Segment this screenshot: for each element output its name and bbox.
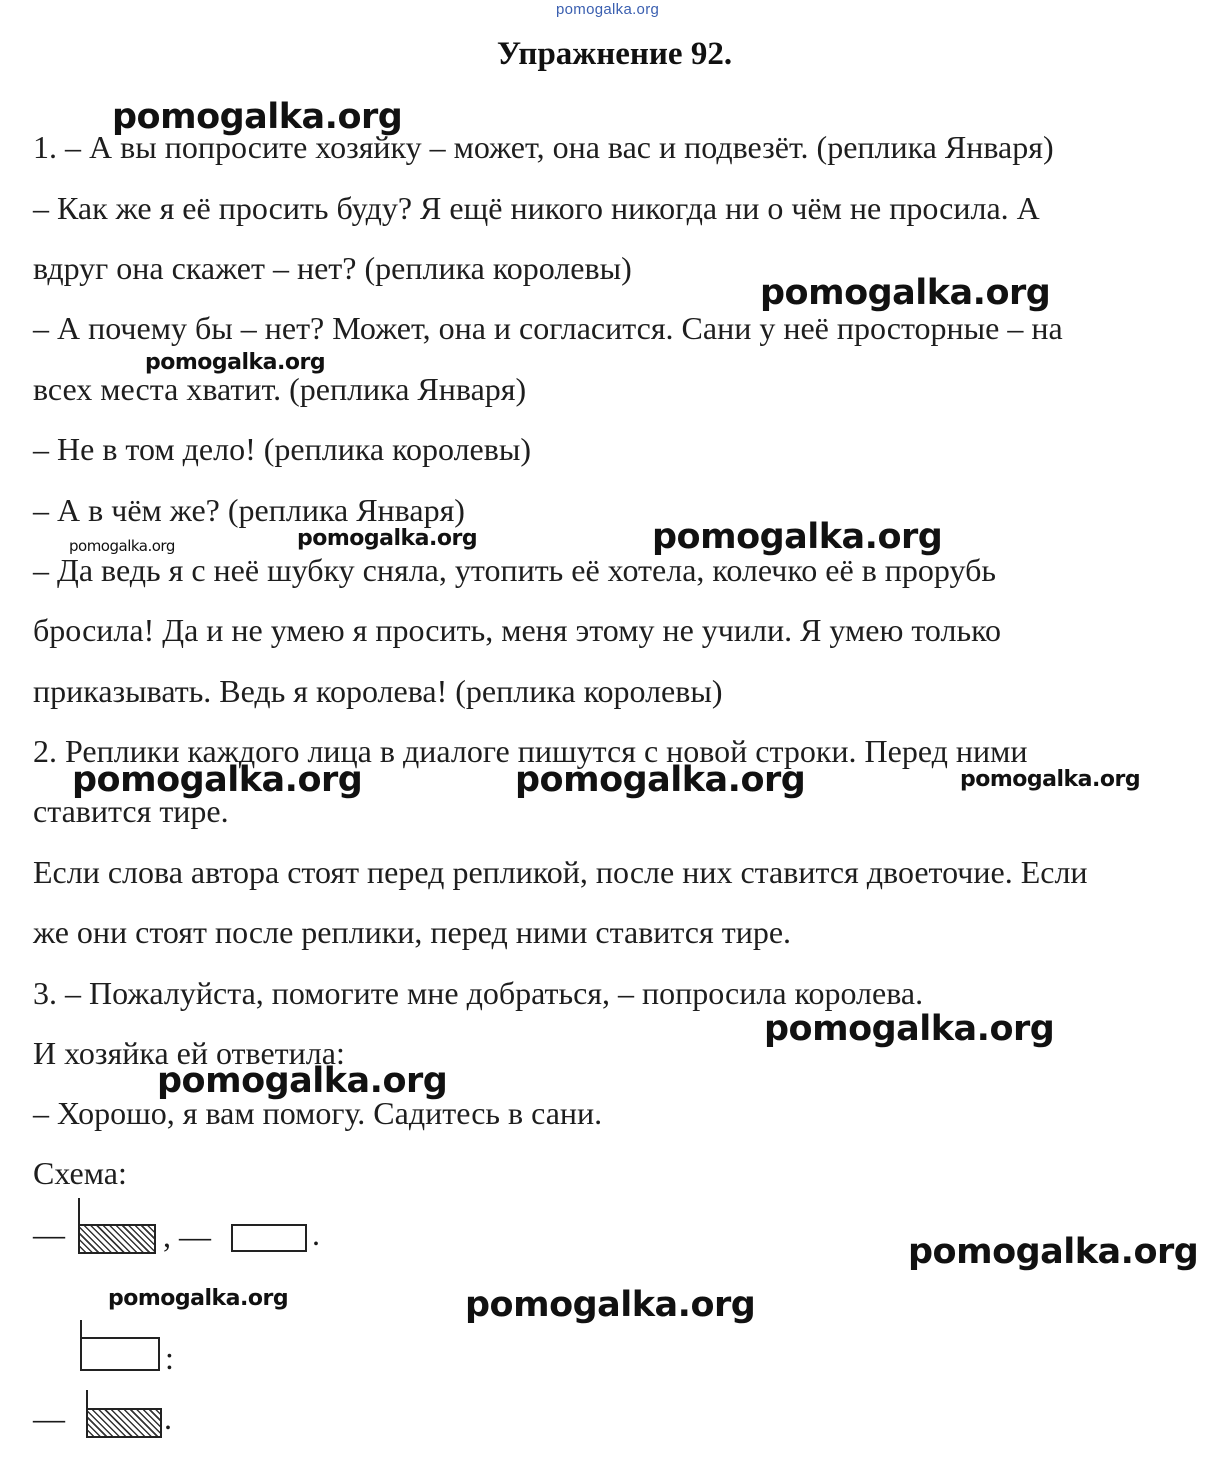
watermark: pomogalka.org xyxy=(960,767,1141,792)
scheme-row-1 xyxy=(33,1198,353,1268)
scheme-box-empty xyxy=(80,1337,160,1371)
scheme-dash: — xyxy=(33,1216,65,1252)
scheme-tick xyxy=(78,1198,80,1226)
text-line-3: вдруг она скажет – нет? (реплика королевы) xyxy=(33,250,632,286)
watermark: pomogalka.org xyxy=(515,760,806,800)
text-line-18: Схема: xyxy=(33,1155,127,1191)
scheme-colon: : xyxy=(165,1340,174,1376)
text-line-6: – Не в том дело! (реплика королевы) xyxy=(33,431,532,467)
text-line-15: 3. – Пожалуйста, помогите мне добраться, – попросила королева. xyxy=(33,975,924,1011)
text-line-2: – Как же я её просить буду? Я ещё никого никогда ни о чём не просила. А xyxy=(33,190,1040,226)
scheme-row-3 xyxy=(33,1388,193,1458)
scheme-period: . xyxy=(312,1216,320,1252)
watermark: pomogalka.org xyxy=(465,1285,756,1325)
text-line-10: приказывать. Ведь я королева! (реплика королевы) xyxy=(33,673,723,709)
scheme-box-hatched xyxy=(86,1408,162,1438)
text-line-12: ставится тире. xyxy=(33,793,229,829)
watermark: pomogalka.org xyxy=(145,350,326,375)
text-line-1: 1. – А вы попросите хозяйку – может, она вас и подвезёт. (реплика Января) xyxy=(33,129,1054,165)
text-line-13: Если слова автора стоят перед репликой, после них ставится двоеточие. Если xyxy=(33,854,1088,890)
watermark: pomogalka.org xyxy=(908,1232,1199,1272)
watermark: pomogalka.org xyxy=(112,97,403,137)
watermark: pomogalka.org xyxy=(764,1009,1055,1049)
text-line-11: 2. Реплики каждого лица в диалоге пишутся с новой строки. Перед ними xyxy=(33,733,1028,769)
text-line-7: – А в чём же? (реплика Января) xyxy=(33,492,465,528)
watermark: pomogalka.org xyxy=(69,537,175,555)
watermark: pomogalka.org xyxy=(108,1286,289,1311)
top-watermark: pomogalka.org xyxy=(556,1,660,18)
scheme-comma-dash: , — xyxy=(163,1218,211,1254)
text-line-9: бросила! Да и не умею я просить, меня этому не учили. Я умею только xyxy=(33,612,1001,648)
watermark: pomogalka.org xyxy=(297,526,478,551)
scheme-row-2 xyxy=(33,1320,193,1390)
watermark: pomogalka.org xyxy=(72,760,363,800)
text-line-14: же они стоят после реплики, перед ними ставится тире. xyxy=(33,914,792,950)
text-line-17: – Хорошо, я вам помогу. Садитесь в сани. xyxy=(33,1095,603,1131)
text-line-8: – Да ведь я с неё шубку сняла, утопить её хотела, колечко её в прорубь xyxy=(33,552,996,588)
text-line-4: – А почему бы – нет? Может, она и согласится. Сани у неё просторные – на xyxy=(33,310,1063,346)
scheme-box-hatched xyxy=(78,1224,156,1254)
text-line-16: И хозяйка ей ответила: xyxy=(33,1035,345,1071)
scheme-dash: — xyxy=(33,1400,65,1436)
watermark: pomogalka.org xyxy=(760,273,1051,313)
watermark: pomogalka.org xyxy=(157,1061,448,1101)
watermark: pomogalka.org xyxy=(652,517,943,557)
text-line-5: всех места хватит. (реплика Января) xyxy=(33,371,527,407)
scheme-box-empty xyxy=(231,1224,307,1252)
scheme-period: . xyxy=(164,1400,172,1436)
page-title: Упражнение 92. xyxy=(496,36,733,72)
